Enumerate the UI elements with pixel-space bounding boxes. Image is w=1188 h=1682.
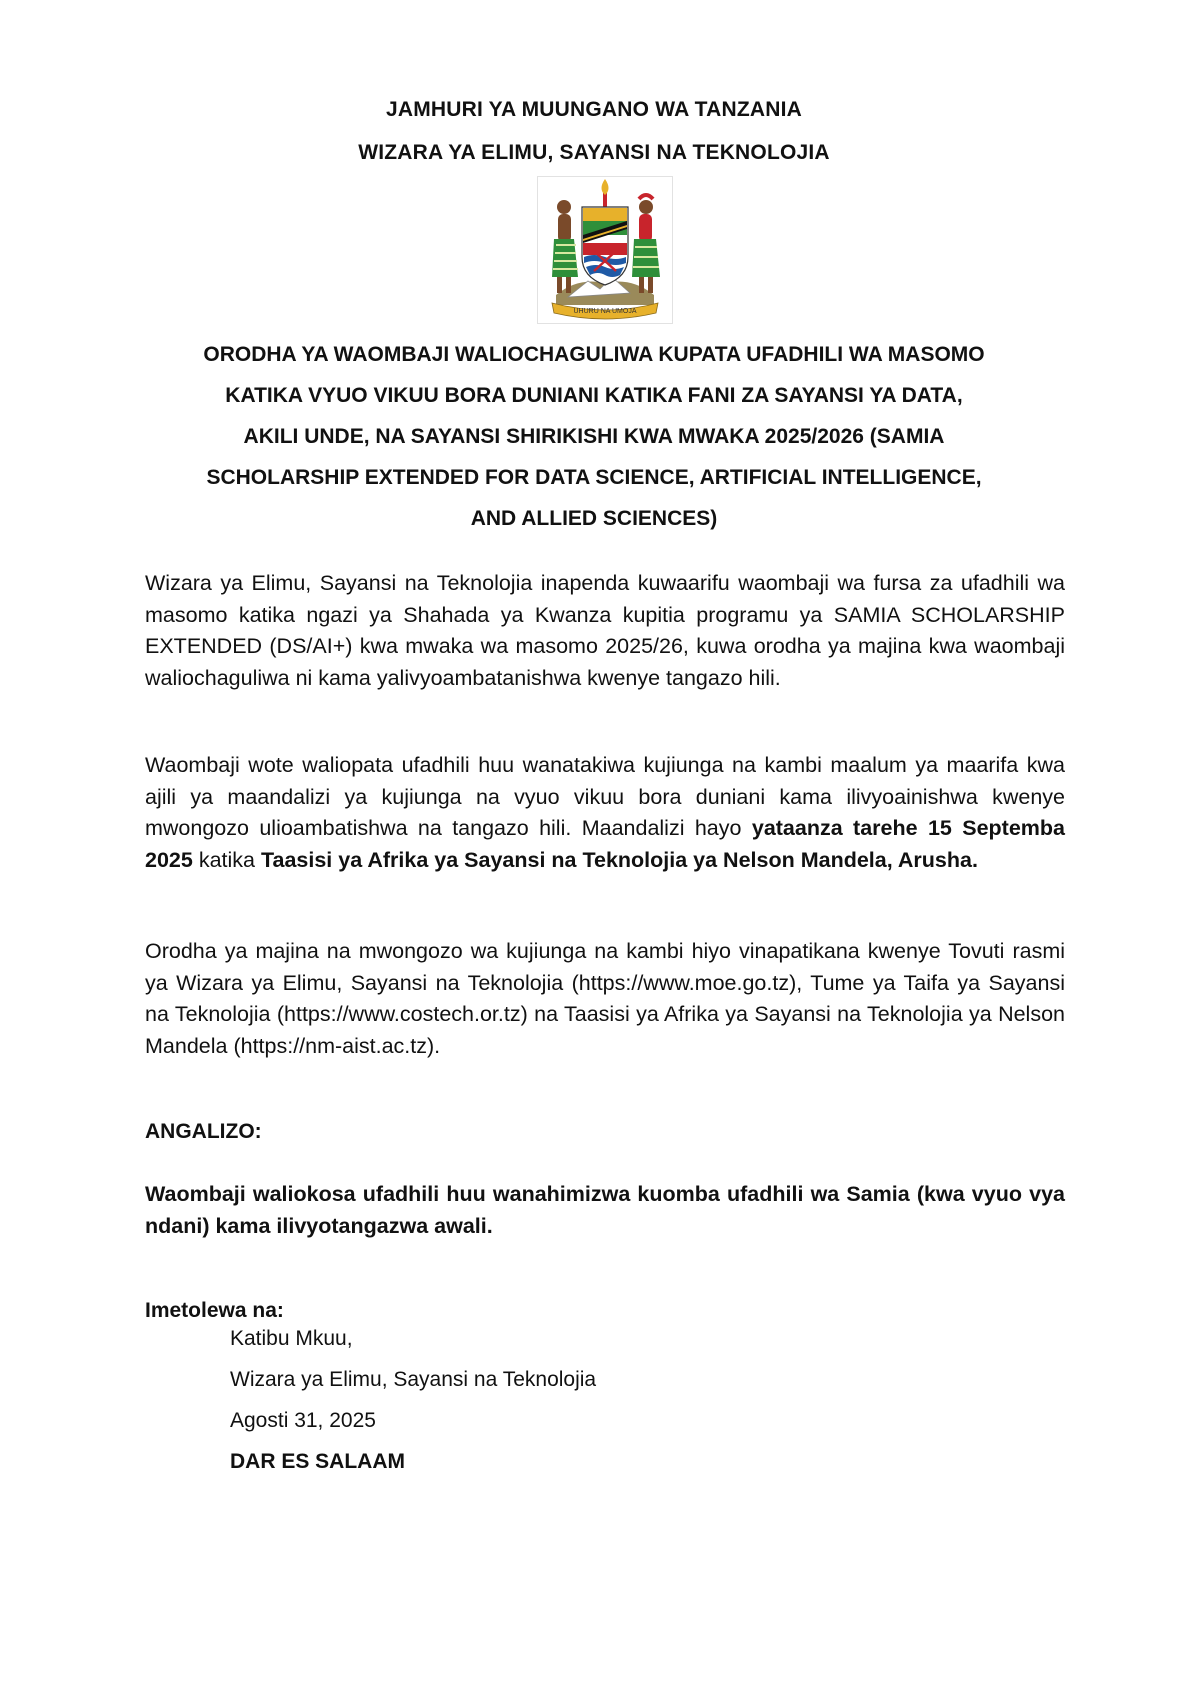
emblem-motto: UHURU NA UMOJA <box>573 308 637 315</box>
header-country: JAMHURI YA MUUNGANO WA TANZANIA <box>385 98 803 121</box>
paragraph-2-middle: katika <box>192 847 261 872</box>
signatory-title: Katibu Mkuu, <box>230 1327 353 1350</box>
title-line: ORODHA YA WAOMBAJI WALIOCHAGULIWA KUPATA UFADHILI WA MASOMO <box>203 343 985 366</box>
paragraph-2-intro: Waombaji wote waliopata ufadhili huu wanatakiwa kujiunga na kambi maalum ya maarifa kwa ajili ya maandalizi ya kujiunga na vyuo vikuu bora duniani kama ilivyoainishwa kwenye mwongozo ulioambatishwa na tangazo hili. Maandalizi hayo <box>145 753 1065 840</box>
title-line: SCHOLARSHIP EXTENDED FOR DATA SCIENCE, ARTIFICIAL INTELLIGENCE, <box>206 466 982 489</box>
title-line: KATIKA VYUO VIKUU BORA DUNIANI KATIKA FANI ZA SAYANSI YA DATA, <box>225 384 963 407</box>
coat-of-arms-icon <box>538 177 672 323</box>
body-paragraph-2 <box>145 750 1065 876</box>
issue-city: DAR ES SALAAM <box>230 1450 406 1473</box>
issued-by-label: Imetolewa na: <box>145 1299 284 1322</box>
header-ministry: WIZARA YA ELIMU, SAYANSI NA TEKNOLOJIA <box>358 141 830 164</box>
body-paragraph-3: Orodha ya majina na mwongozo wa kujiunga na kambi hiyo vinapatikana kwenye Tovuti rasmi ya Wizara ya Elimu, Sayansi na Teknolojia (https://www.moe.go.tz), Tume ya Taifa ya Sayansi na Teknolojia (https://www.costech.or.tz) na Taasisi ya Afrika ya Sayansi na Teknolojia ya Nelson Mandela (https://nm-aist.ac.tz). <box>145 939 1065 1058</box>
note-text: Waombaji waliokosa ufadhili huu wanahimizwa kuomba ufadhili wa Samia (kwa vyuo vya ndani) kama ilivyotangazwa awali. <box>145 1182 1065 1238</box>
venue: Taasisi ya Afrika ya Sayansi na Teknolojia ya Nelson Mandela, Arusha. <box>260 847 978 872</box>
title-line: AND ALLIED SCIENCES) <box>470 507 718 530</box>
note-heading: ANGALIZO: <box>145 1120 262 1143</box>
signatory-ministry: Wizara ya Elimu, Sayansi na Teknolojia <box>230 1368 597 1391</box>
body-paragraph-1: Wizara ya Elimu, Sayansi na Teknolojia inapenda kuwaarifu waombaji wa fursa za ufadhili wa masomo katika ngazi ya Shahada ya Kwanza kupitia programu ya SAMIA SCHOLARSHIP EXTENDED (DS/AI+) kwa mwaka wa masomo 2025/26, kuwa orodha ya majina kwa waombaji waliochaguliwa ni kama yalivyoambatanishwa kwenye tangazo hili. <box>145 571 1065 690</box>
issue-date: Agosti 31, 2025 <box>230 1409 376 1432</box>
title-line: AKILI UNDE, NA SAYANSI SHIRIKISHI KWA MWAKA 2025/2026 (SAMIA <box>243 425 945 448</box>
start-date: yataanza tarehe 15 Septemba 2025 <box>145 816 1066 872</box>
coat-of-arms-emblem <box>537 176 673 324</box>
notice-title <box>130 334 1058 539</box>
